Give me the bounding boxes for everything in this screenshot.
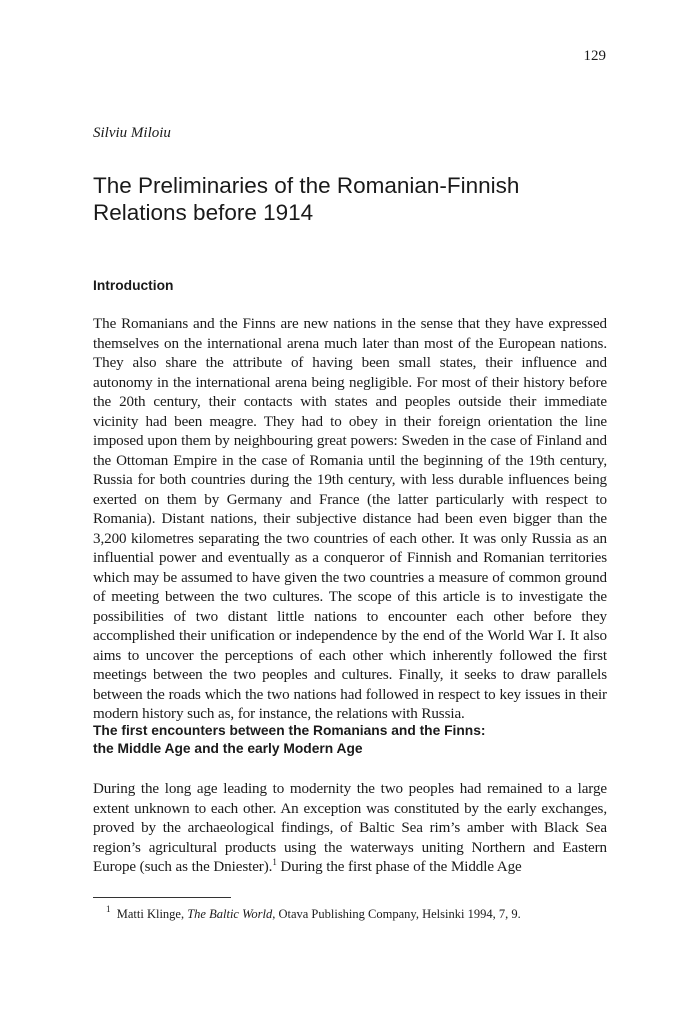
introduction-paragraph: The Romanians and the Finns are new nations in the sense that they have expressed themselves on the international arena much later than most of the European nations. They also share the attribute of having been small states, their influence and autonomy in the international arena being negligible. For most of their history before the 20th century, their contacts with states and peoples outside their immediate vicinity had been meagre. They had to obey in their foreign orientation the line imposed upon them by neighbouring great powers: Sweden in the case of Finland and the Ottoman Empire in the case of Romania until the beginning of the 19th century, Russia for both countries during the 19th century, with less durable influences being exerted on them by Germany and France (the latter particularly with respect to Romania). Distant nations, their subjective distance had been even bigger than the 3,200 kilometres separating the two countries of each other. It was only Russia as an influential power and eventually as a conqueror of Finnish and Romanian territories which may be assumed to have given the two countries a measure of common ground of meeting between the two cultures. The scope of this article is to investigate the possibilities of two distant little nations to encounter each other before they accomplished their unification or independence by the end of the World War I. It also aims to uncover the perceptions of each other which inherently followed the first meetings between the two peoples and cultures. Finally, it seeks to draw parallels between the roads which the two nations had followed in respect to key issues in their modern history such as, for instance, the relations with Russia. xyxy=(93,316,607,722)
article-title xyxy=(93,172,613,226)
first-encounters-heading-line-1: The first encounters between the Romanians and the Finns: xyxy=(93,723,486,738)
article-title-line-1: The Preliminaries of the Romanian-Finnish xyxy=(93,173,520,198)
footnote-author: Matti Klinge, xyxy=(116,907,188,921)
first-encounters-text-part-2: During the first phase of the Middle Age xyxy=(276,859,522,875)
article-title-line-2: Relations before 1914 xyxy=(93,200,314,225)
page-number: 129 xyxy=(583,48,606,64)
footnote-work-title: The Baltic World xyxy=(187,907,273,921)
first-encounters-paragraph xyxy=(93,780,607,879)
footnote-details: , Otava Publishing Company, Helsinki 1994, 7, 9. xyxy=(272,907,521,921)
section-heading-first-encounters xyxy=(93,722,613,758)
footnote-number: 1 xyxy=(106,904,111,914)
article-author: Silviu Miloiu xyxy=(93,125,171,141)
footnote-separator xyxy=(93,897,231,898)
first-encounters-heading-line-2: the Middle Age and the early Modern Age xyxy=(93,741,363,756)
footnote xyxy=(106,906,606,923)
section-heading-introduction: Introduction xyxy=(93,278,174,293)
first-encounters-text-part-1: During the long age leading to modernity the two peoples had remained to a large extent unknown to each other. An exception was constituted by the early exchanges, proved by the archaeological findings, of Baltic Sea rim’s amber with Black Sea region’s agricultural products using the waterways uniting Northern and Eastern Europe (such as the Dniester). xyxy=(93,781,607,875)
footnote-reference[interactable]: 1 xyxy=(272,857,277,867)
